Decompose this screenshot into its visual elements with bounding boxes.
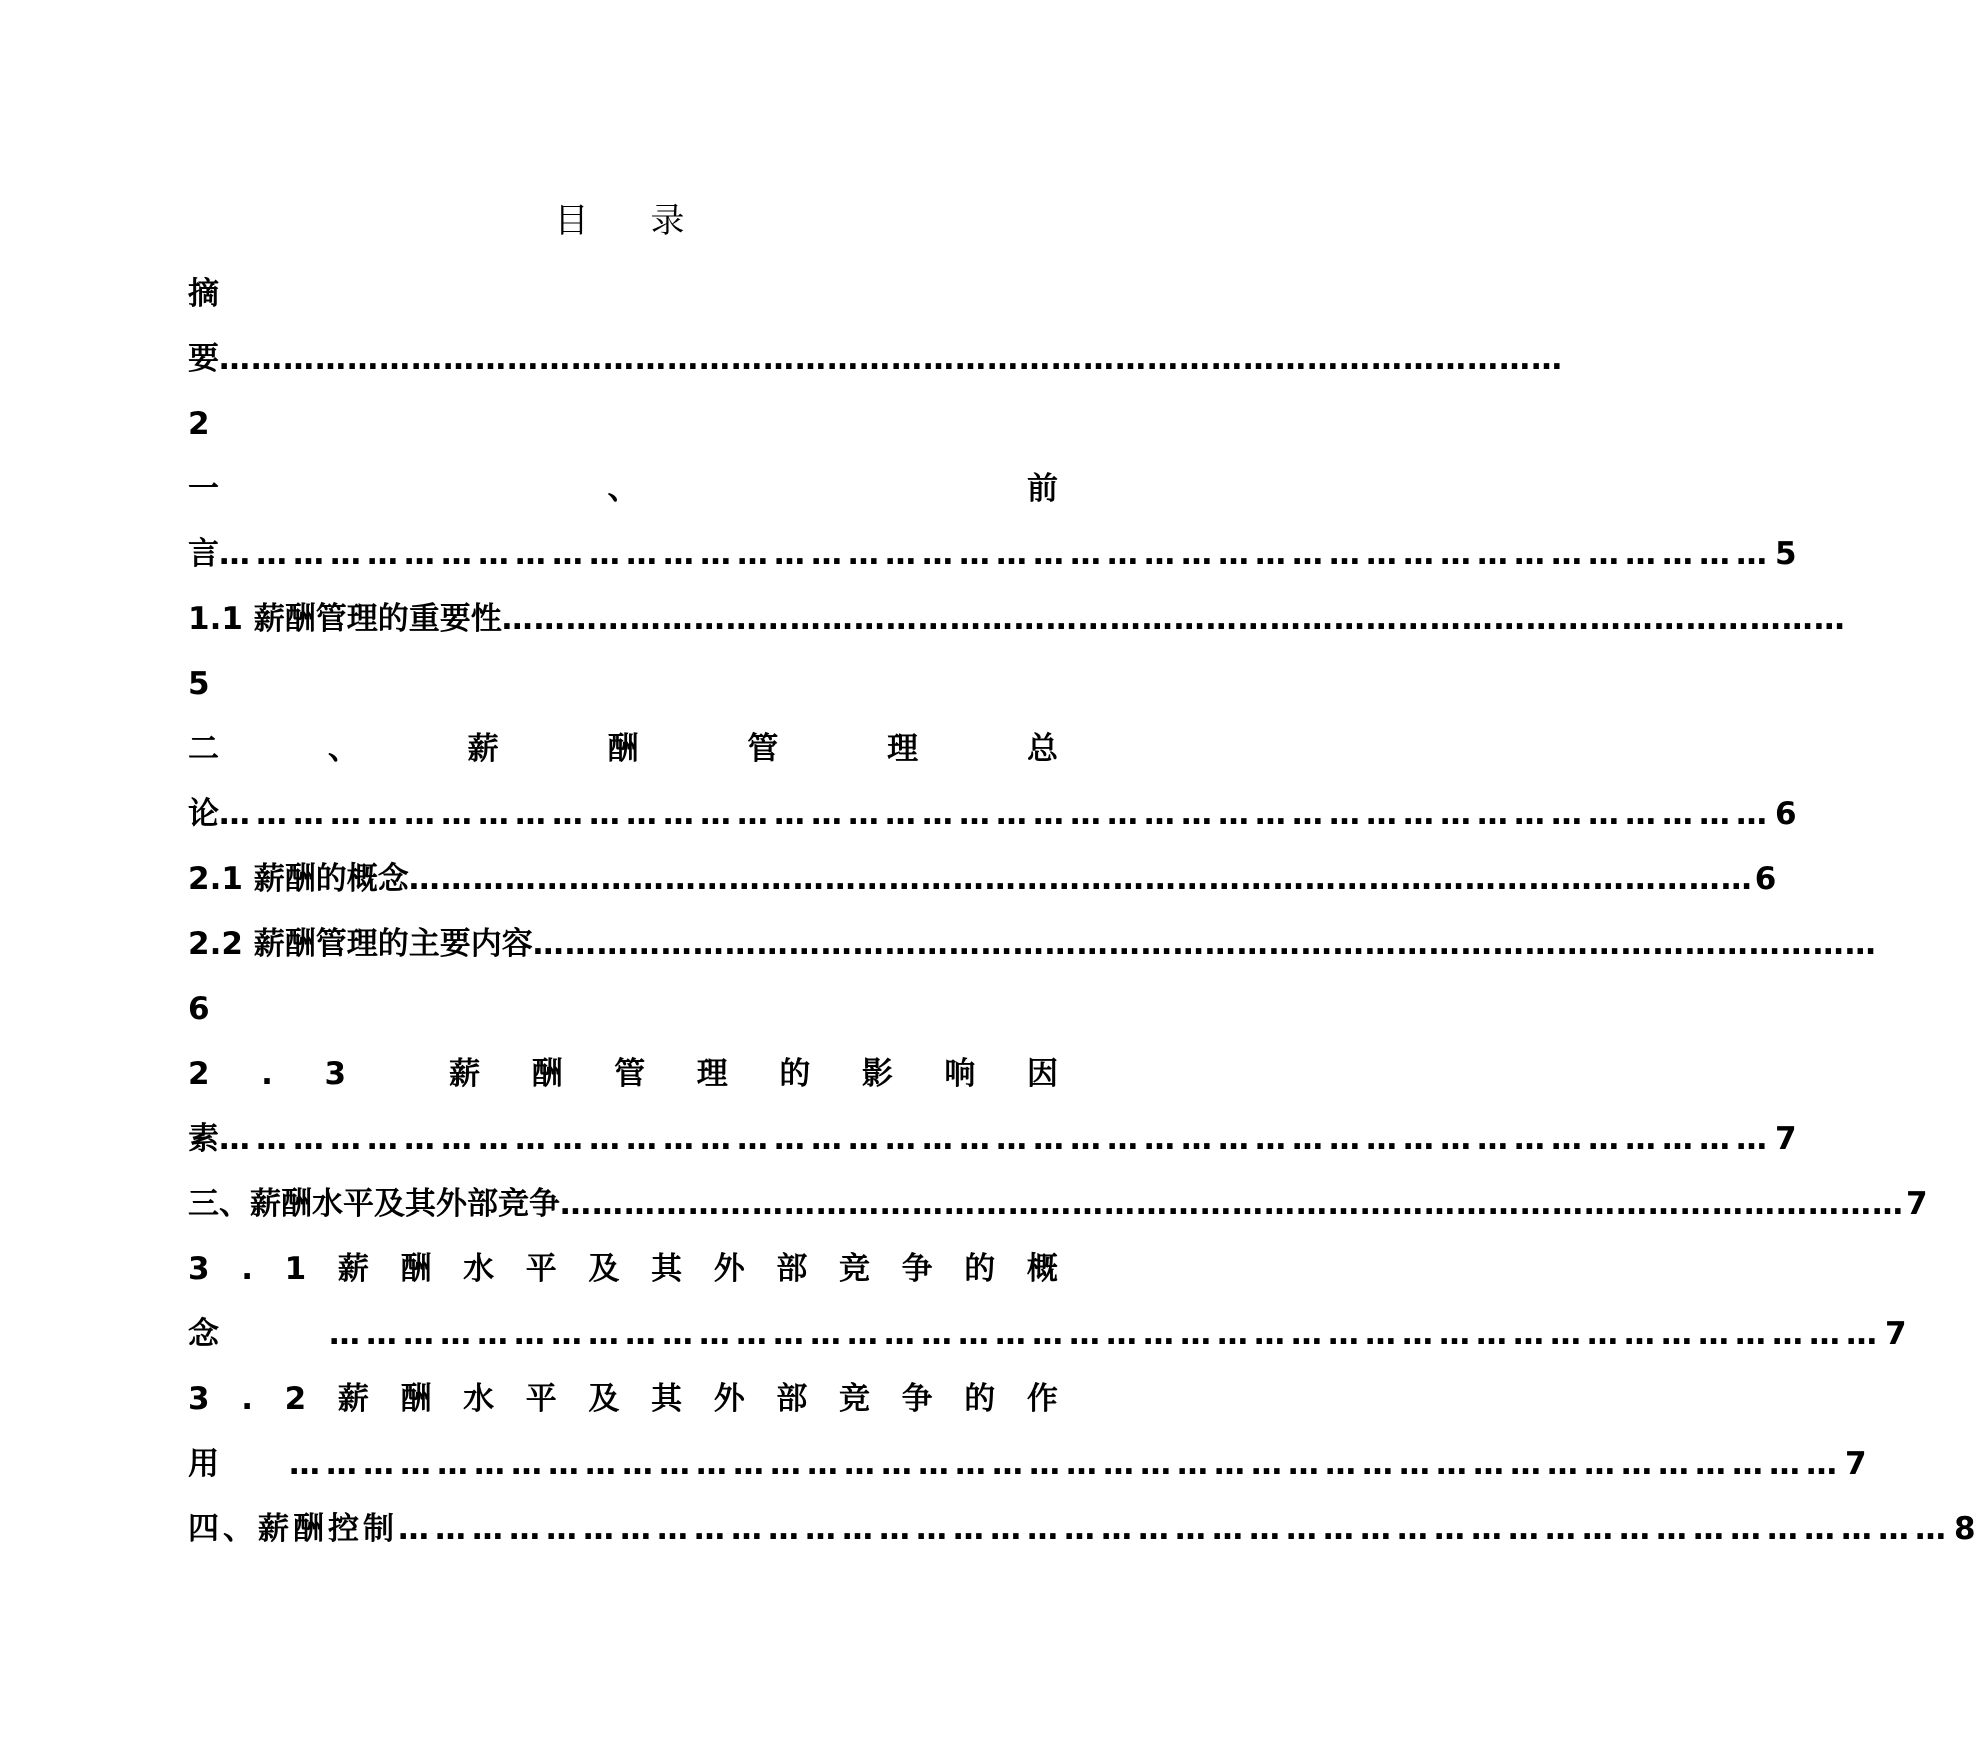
toc-char[interactable]: 平 — [525, 1251, 557, 1287]
toc-s2-2-line — [188, 912, 1877, 977]
toc-char[interactable]: 酬 — [531, 1056, 563, 1092]
toc-ch2-line1 — [188, 717, 1058, 782]
toc-char[interactable]: 竞 — [838, 1381, 870, 1417]
toc-char[interactable]: 酬 — [400, 1251, 432, 1287]
toc-label[interactable]: 摘 — [188, 276, 219, 312]
toc-char[interactable]: 酬 — [607, 731, 639, 767]
page-number[interactable]: 6 — [1775, 796, 1797, 832]
page-number[interactable]: 7 — [1906, 1186, 1928, 1222]
toc-char[interactable]: 其 — [651, 1381, 683, 1417]
toc-s1-1-page-line — [188, 652, 1058, 717]
toc-ch2-line2 — [188, 782, 1797, 847]
toc-char[interactable]: 响 — [944, 1056, 976, 1092]
toc-label[interactable]: 四、薪酬控制 — [188, 1511, 398, 1547]
toc-ch3-line — [188, 1172, 1928, 1237]
toc-ch1-line1 — [188, 457, 1058, 522]
toc-char[interactable]: 影 — [861, 1056, 893, 1092]
toc-abstract-line1 — [188, 262, 1058, 327]
toc-title — [0, 196, 1241, 246]
page-number[interactable]: 2 — [188, 406, 210, 442]
toc-ch1-line2 — [188, 522, 1797, 587]
page-number[interactable]: 5 — [1775, 536, 1797, 572]
toc-char[interactable]: 2 — [188, 1056, 210, 1092]
toc-label[interactable]: 2.2 薪酬管理的主要内容 — [188, 926, 533, 962]
toc-char[interactable]: 薪 — [467, 731, 499, 767]
toc-label[interactable]: 念 — [188, 1316, 219, 1352]
toc-s3-1-line2 — [188, 1302, 1907, 1367]
page-number[interactable]: 6 — [1754, 861, 1777, 897]
page-number[interactable]: 8 — [1954, 1511, 1976, 1547]
leader-dots: ……………………………………………………………………………………………………………… — [532, 926, 1877, 962]
toc-char[interactable]: 水 — [463, 1381, 495, 1417]
toc-char[interactable]: 管 — [614, 1056, 646, 1092]
page-number[interactable]: 5 — [188, 666, 210, 702]
toc-char[interactable]: 争 — [901, 1251, 933, 1287]
leader-dots: ……………………………………………………………………………………………………………… — [219, 341, 1563, 377]
leader-dots: ……………………………………………………………………………………………………………… — [398, 1511, 1952, 1547]
toc-title-left: 目 — [554, 201, 591, 241]
toc-char[interactable]: 酬 — [400, 1381, 432, 1417]
leader-dots: ……………………………………………………………………………………………………………… — [219, 536, 1773, 572]
toc-char[interactable]: 前 — [1027, 471, 1058, 507]
toc-char[interactable]: 、 — [607, 471, 639, 507]
toc-char[interactable]: 水 — [463, 1251, 495, 1287]
toc-s1-1-line — [188, 587, 1846, 652]
leader-dots: ……………………………………………………………………………………………………………… — [501, 601, 1846, 637]
toc-char[interactable]: 3 — [188, 1381, 210, 1417]
toc-char[interactable]: 争 — [901, 1381, 933, 1417]
leader-dots: ……………………………………………………………………………………………………………… — [289, 1446, 1843, 1482]
toc-char[interactable]: 的 — [779, 1056, 811, 1092]
toc-char[interactable]: 的 — [964, 1381, 996, 1417]
toc-char[interactable]: 薪 — [337, 1381, 369, 1417]
toc-char[interactable]: 管 — [747, 731, 779, 767]
leader-dots: ……………………………………………………………………………………………………………… — [408, 861, 1753, 897]
toc-char[interactable]: . — [241, 1251, 253, 1287]
toc-s3-2-line2 — [188, 1432, 1867, 1497]
toc-char[interactable]: 3 — [324, 1056, 347, 1092]
toc-s2-2-page-line — [188, 977, 1058, 1042]
toc-abstract-page-line — [188, 392, 1058, 457]
toc-label[interactable]: 1.1 薪酬管理的重要性 — [188, 601, 502, 637]
toc-label[interactable]: 素 — [188, 1121, 219, 1157]
toc-s2-3-line2 — [188, 1107, 1797, 1172]
toc-s3-2-line1 — [188, 1367, 1058, 1432]
toc-label[interactable]: 2.1 薪酬的概念 — [188, 861, 409, 897]
toc-char[interactable]: 因 — [1026, 1056, 1058, 1092]
toc-label[interactable]: 论 — [188, 796, 219, 832]
toc-s3-1-line1 — [188, 1237, 1058, 1302]
toc-char[interactable]: 总 — [1026, 731, 1058, 767]
toc-list — [188, 262, 1976, 1562]
toc-char[interactable]: 二 — [188, 731, 219, 767]
toc-char[interactable]: 外 — [713, 1251, 745, 1287]
toc-char[interactable]: 概 — [1026, 1251, 1058, 1287]
toc-char[interactable]: 的 — [964, 1251, 996, 1287]
toc-char[interactable]: 部 — [776, 1381, 808, 1417]
toc-label[interactable]: 言 — [188, 536, 219, 572]
toc-char[interactable]: 理 — [887, 731, 919, 767]
toc-char[interactable]: 及 — [588, 1381, 620, 1417]
toc-char[interactable]: 薪 — [337, 1251, 369, 1287]
page-number[interactable]: 7 — [1885, 1316, 1907, 1352]
toc-ch4-line — [188, 1497, 1976, 1562]
toc-char[interactable]: 作 — [1026, 1381, 1058, 1417]
toc-label[interactable]: 用 — [188, 1446, 219, 1482]
toc-char[interactable]: 、 — [327, 731, 359, 767]
toc-s2-1-line — [188, 847, 1777, 912]
toc-char[interactable]: 理 — [696, 1056, 728, 1092]
page-number[interactable]: 7 — [1845, 1446, 1867, 1482]
toc-char[interactable]: . — [241, 1381, 253, 1417]
toc-char[interactable]: 3 — [188, 1251, 210, 1287]
toc-char[interactable]: . — [261, 1056, 273, 1092]
toc-char[interactable]: 及 — [588, 1251, 620, 1287]
toc-label[interactable]: 要 — [188, 341, 219, 377]
toc-char[interactable]: 薪 — [449, 1056, 481, 1092]
toc-abstract-line2 — [188, 327, 1563, 392]
toc-s2-3-line1 — [188, 1042, 1058, 1107]
leader-dots: ……………………………………………………………………………………………………………… — [560, 1186, 1904, 1222]
page-number[interactable]: 6 — [188, 991, 210, 1027]
toc-char[interactable]: 外 — [713, 1381, 745, 1417]
toc-label[interactable]: 三、薪酬水平及其外部竞争 — [188, 1186, 560, 1222]
leader-dots: ……………………………………………………………………………………………………………… — [329, 1316, 1883, 1352]
page-number[interactable]: 7 — [1775, 1121, 1797, 1157]
toc-char[interactable]: 平 — [525, 1381, 557, 1417]
toc-char[interactable]: 1 — [284, 1251, 307, 1287]
toc-char[interactable]: 一 — [188, 471, 219, 507]
toc-char[interactable]: 竞 — [838, 1251, 870, 1287]
toc-char[interactable]: 2 — [284, 1381, 307, 1417]
toc-char[interactable]: 部 — [776, 1251, 808, 1287]
toc-title-right: 录 — [650, 201, 687, 241]
toc-char[interactable]: 其 — [651, 1251, 683, 1287]
leader-dots: ……………………………………………………………………………………………………………… — [219, 796, 1773, 832]
leader-dots: ……………………………………………………………………………………………………………… — [219, 1121, 1773, 1157]
